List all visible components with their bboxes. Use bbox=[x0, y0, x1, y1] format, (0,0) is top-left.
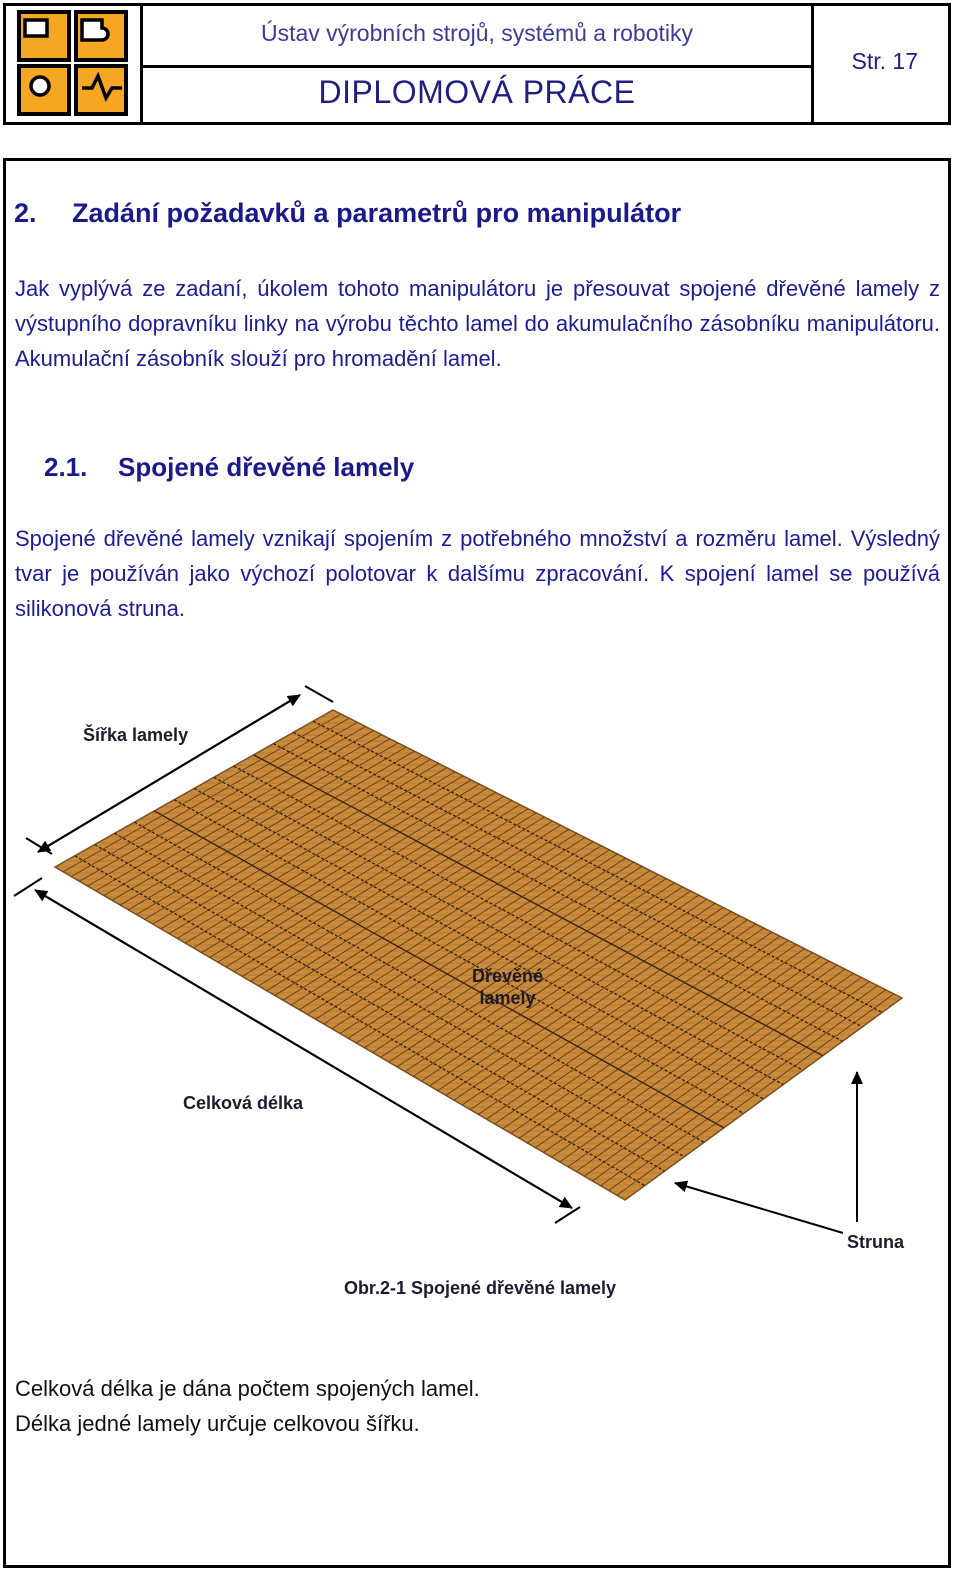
closing-paragraph bbox=[15, 1371, 940, 1441]
section-number: 2. bbox=[14, 198, 37, 228]
page-number: Str. 17 bbox=[851, 48, 918, 74]
subsection-title: Spojené dřevěné lamely bbox=[118, 452, 415, 482]
page-header bbox=[3, 3, 951, 125]
closing-line-1: Celková délka je dána počtem spojených lamel. bbox=[15, 1376, 480, 1401]
subsection-heading bbox=[44, 452, 414, 483]
closing-line-2: Délka jedné lamely určuje celkovou šířku. bbox=[15, 1411, 420, 1436]
label-width: Šířka lamely bbox=[83, 725, 189, 745]
label-wood: Dřevěné lamely bbox=[471, 966, 544, 1008]
label-string: Struna bbox=[847, 1232, 905, 1252]
document-type: DIPLOMOVÁ PRÁCE bbox=[318, 74, 636, 110]
institute-name: Ústav výrobních strojů, systémů a robotiky bbox=[260, 20, 694, 46]
institute-logo bbox=[6, 6, 143, 122]
section-title: Zadání požadavků a parametrů pro manipulátor bbox=[72, 198, 682, 228]
figure-caption: Obr.2-1 Spojené dřevěné lamely bbox=[343, 1278, 617, 1298]
subsection-paragraph: Spojené dřevěné lamely vznikají spojením z potřebného množství a rozměru lamel. Výsledný tvar je používán jako výchozí polotovar k dalšímu zpracování. K spojení lamel se používá silikonová struna. bbox=[15, 526, 940, 621]
label-length: Celková délka bbox=[183, 1093, 304, 1113]
header-title-block bbox=[143, 6, 814, 122]
subsection-number: 2.1. bbox=[44, 452, 88, 482]
lamella-figure bbox=[0, 660, 960, 1280]
section-heading bbox=[14, 198, 681, 229]
intro-paragraph: Jak vyplývá ze zadaní, úkolem tohoto manipulátoru je přesouvat spojené dřevěné lamely z výstupního dopravníku linky na výrobu těchto lamel do akumulačního zásobníku manipulátoru. Akumulační zásobník slouží pro hromadění lamel. bbox=[15, 276, 940, 371]
wood-panel bbox=[55, 710, 902, 1200]
